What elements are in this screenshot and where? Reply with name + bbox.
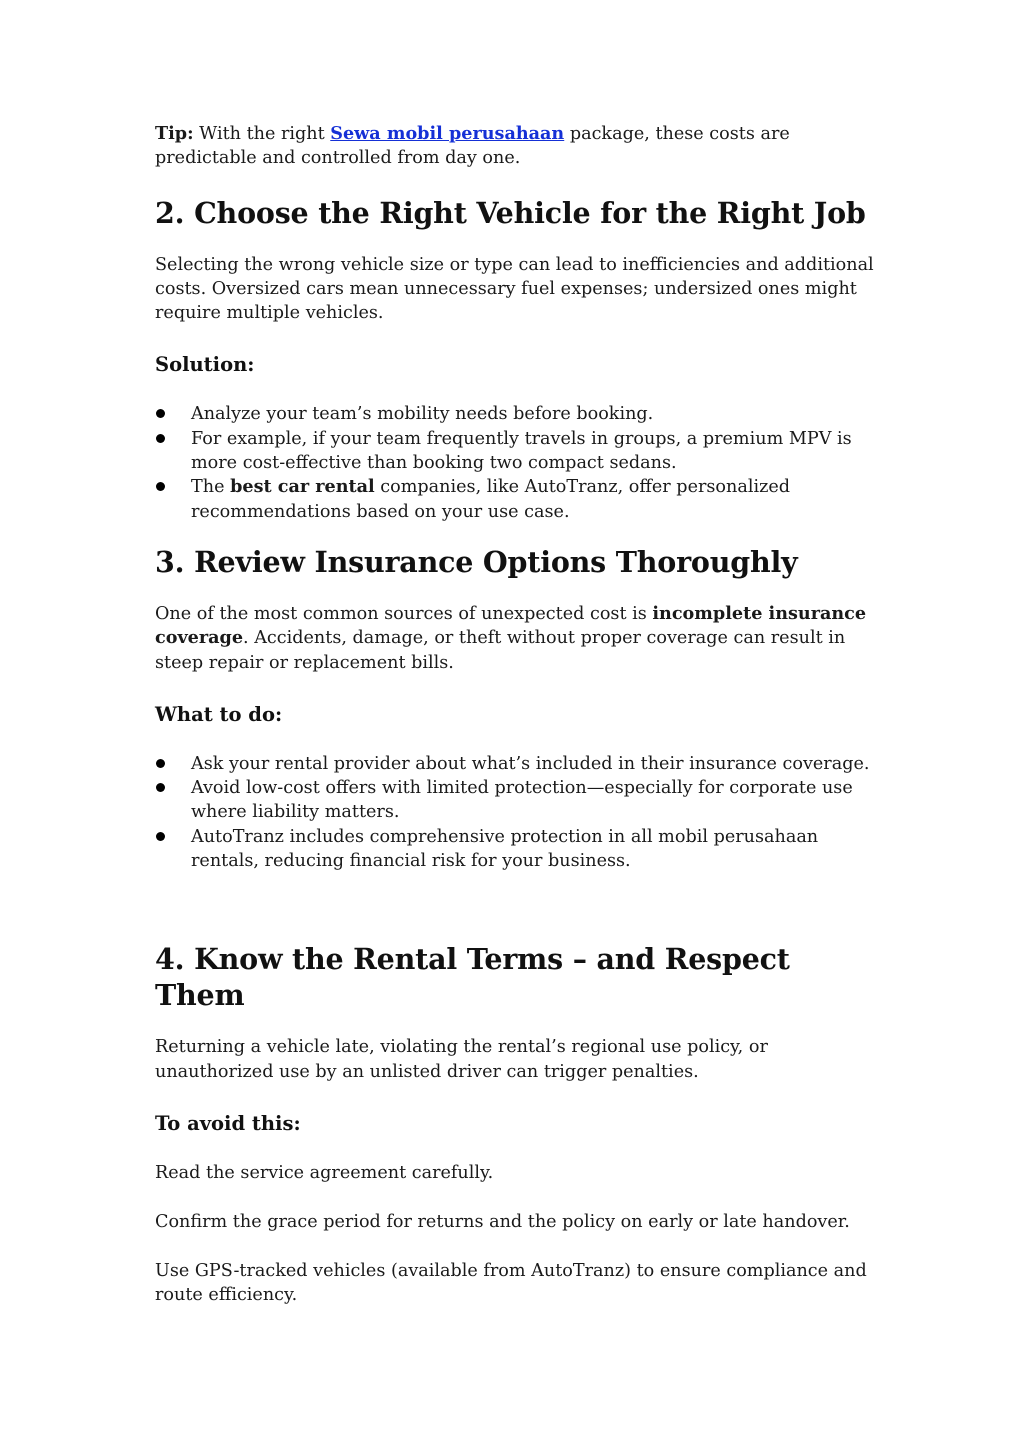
list-item <box>155 402 875 426</box>
section-2-intro: Selecting the wrong vehicle size or type can lead to inefficiencies and additional costs. Oversized cars mean unnecessary fuel expenses; undersized ones might require multiple vehicles. <box>155 254 874 324</box>
list-item-text-after: companies, like AutoTranz, offer personalized recommendations based on your use case. <box>191 477 791 522</box>
section-2-bullet-list <box>155 402 875 523</box>
intro-text-before: One of the most common sources of unexpected cost is <box>155 603 653 624</box>
tip-text-before: With the right <box>193 124 331 144</box>
list-item <box>155 825 875 874</box>
section-3-heading: 3. Review Insurance Options Thoroughly <box>155 544 798 579</box>
section-4-heading: 4. Know the Rental Terms – and Respect Them <box>155 942 790 1013</box>
list-item-text: For example, if your team frequently travels in groups, a premium MPV is more cost-effective than booking two compact sedans. <box>191 428 852 474</box>
list-item <box>155 776 875 825</box>
list-item-text: Ask your rental provider about what’s included in their insurance coverage. <box>191 753 870 774</box>
tip-text-after: package, these costs are predictable and controlled from day one. <box>155 124 790 169</box>
list-item-text-before: The <box>191 477 231 498</box>
section-3-subheading: What to do: <box>155 702 283 726</box>
sewa-mobil-link[interactable]: Sewa mobil perusahaan <box>330 123 565 144</box>
list-item <box>155 427 875 476</box>
bullet-icon <box>156 482 165 491</box>
section-4-paragraph: Confirm the grace period for returns and the policy on early or late handover. <box>155 1211 850 1232</box>
list-item-text: AutoTranz includes comprehensive protection in all mobil perusahaan rentals, reducing financial risk for your business. <box>191 826 819 872</box>
list-item <box>155 752 875 776</box>
section-4-subheading: To avoid this: <box>155 1111 301 1135</box>
section-2-heading: 2. Choose the Right Vehicle for the Right Job <box>155 195 866 230</box>
list-item <box>155 475 875 524</box>
section-4-intro: Returning a vehicle late, violating the rental’s regional use policy, or unauthorized use by an unlisted driver can trigger penalties. <box>155 1037 768 1082</box>
section-4-paragraph: Use GPS-tracked vehicles (available from AutoTranz) to ensure compliance and route efficiency. <box>155 1260 867 1305</box>
tip-label: Tip: <box>155 123 194 144</box>
document-page <box>155 122 875 1307</box>
intro-bold: incomplete insurance coverage <box>155 602 867 649</box>
bullet-icon <box>156 832 165 841</box>
bullet-icon <box>156 759 165 768</box>
list-item-text: Avoid low-cost offers with limited protection—especially for corporate use where liability matters. <box>191 778 853 823</box>
tip-paragraph <box>155 122 875 171</box>
section-2-subheading: Solution: <box>155 353 255 377</box>
intro-text-after: . Accidents, damage, or theft without proper coverage can result in steep repair or replacement bills. <box>155 628 846 673</box>
list-item-text: Analyze your team’s mobility needs before booking. <box>191 404 654 425</box>
list-item-bold: best car rental <box>230 476 375 498</box>
section-3-bullet-list <box>155 752 875 873</box>
section-4-paragraph: Read the service agreement carefully. <box>155 1162 494 1183</box>
bullet-icon <box>156 783 165 792</box>
section-3-intro <box>155 602 875 675</box>
bullet-icon <box>156 409 165 418</box>
bullet-icon <box>156 434 165 443</box>
